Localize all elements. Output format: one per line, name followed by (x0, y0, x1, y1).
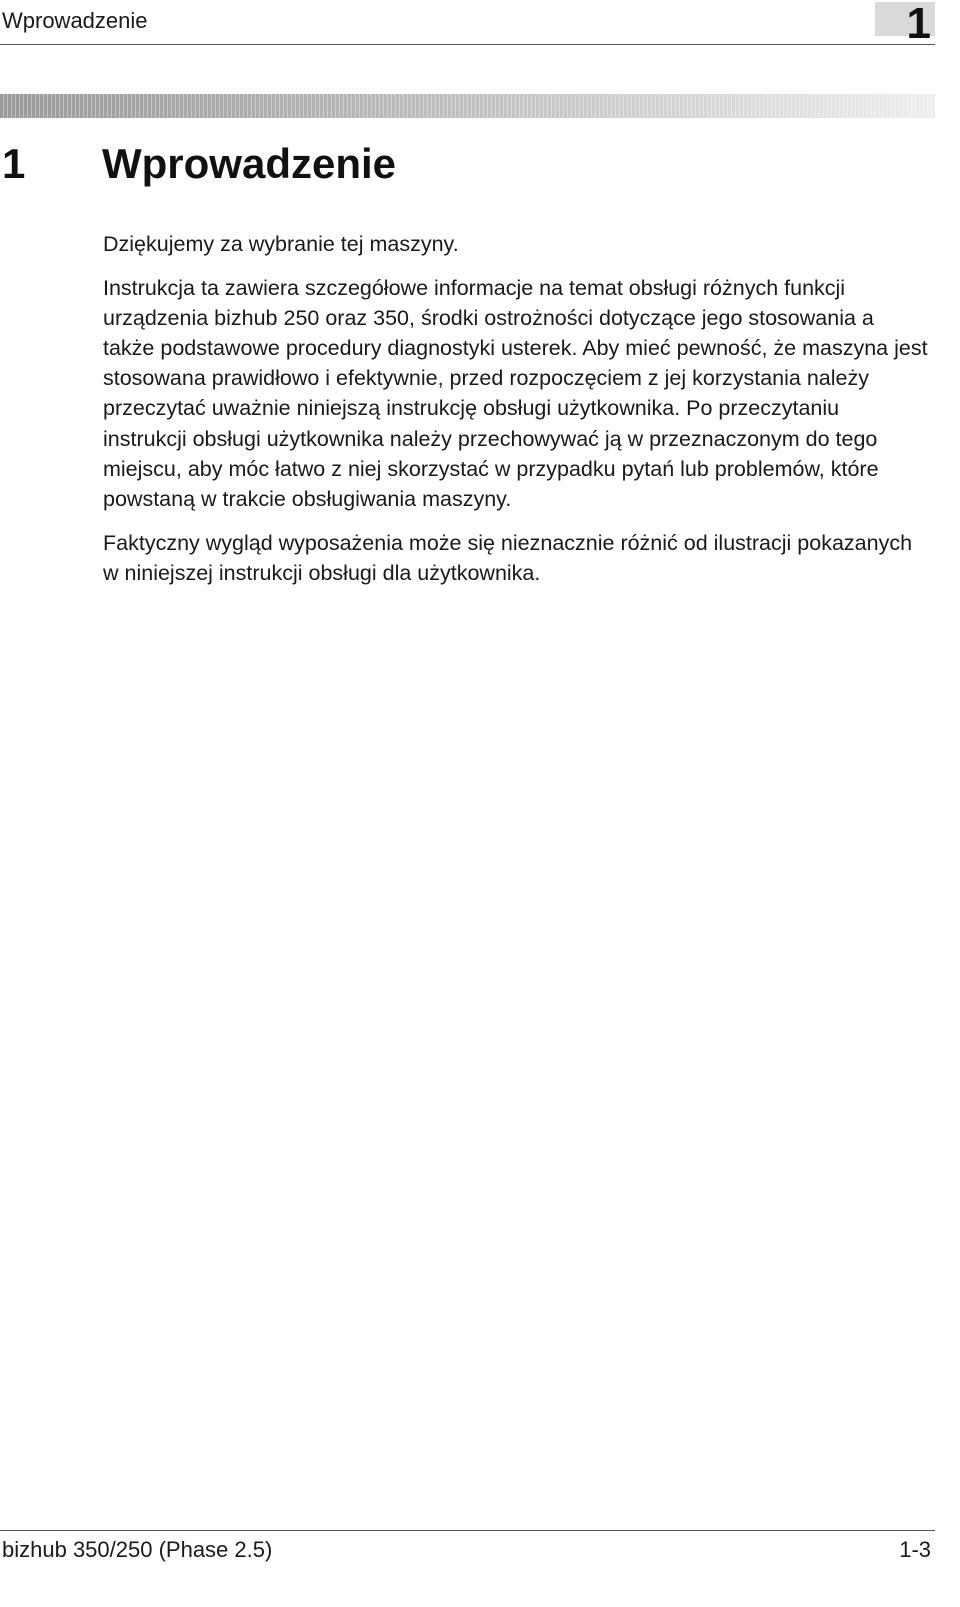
footer-page-number: 1-3 (899, 1537, 931, 1562)
running-footer (0, 1530, 935, 1562)
decorative-gradient-band (0, 94, 935, 118)
paragraph-thanks: Dziękujemy za wybranie tej maszyny. (103, 232, 459, 256)
footer-product-name: bizhub 350/250 (Phase 2.5) (2, 1537, 273, 1562)
chapter-title: Wprowadzenie (102, 140, 397, 187)
paragraph-instructions: Instrukcja ta zawiera szczegółowe informacje na temat obsługi różnych funkcji urządzenia bizhub 250 oraz 350, środki ostrożności dotyczące jego stosowania a także podstawowe procedury diagnostyki usterek. Aby mieć pewność, że maszyna jest stosowana prawidłowo i efektywnie, przed rozpoczęciem z jej korzystania należy przeczytać uważnie niniejszą instrukcję obsługi użytkownika. Po przeczytaniu instrukcji obsługi użytkownika należy przechowywać ją w przeznaczonym do tego miejscu, aby móc łatwo z niej skorzystać w przypadku pytań lub problemów, które powstaną w trakcie obsługiwania maszyny. (103, 276, 928, 511)
running-header-title: Wprowadzenie (2, 8, 148, 33)
paragraph-appearance-note: Faktyczny wygląd wyposażenia może się nieznacznie różnić od ilustracji pokazanych w niniejszej instrukcji obsługi dla użytkownika. (103, 530, 913, 585)
chapter-tab (875, 0, 935, 48)
body-content (103, 229, 928, 602)
chapter-tab-number: 1 (906, 0, 931, 48)
chapter-number: 1 (2, 140, 26, 187)
running-header (0, 0, 935, 48)
